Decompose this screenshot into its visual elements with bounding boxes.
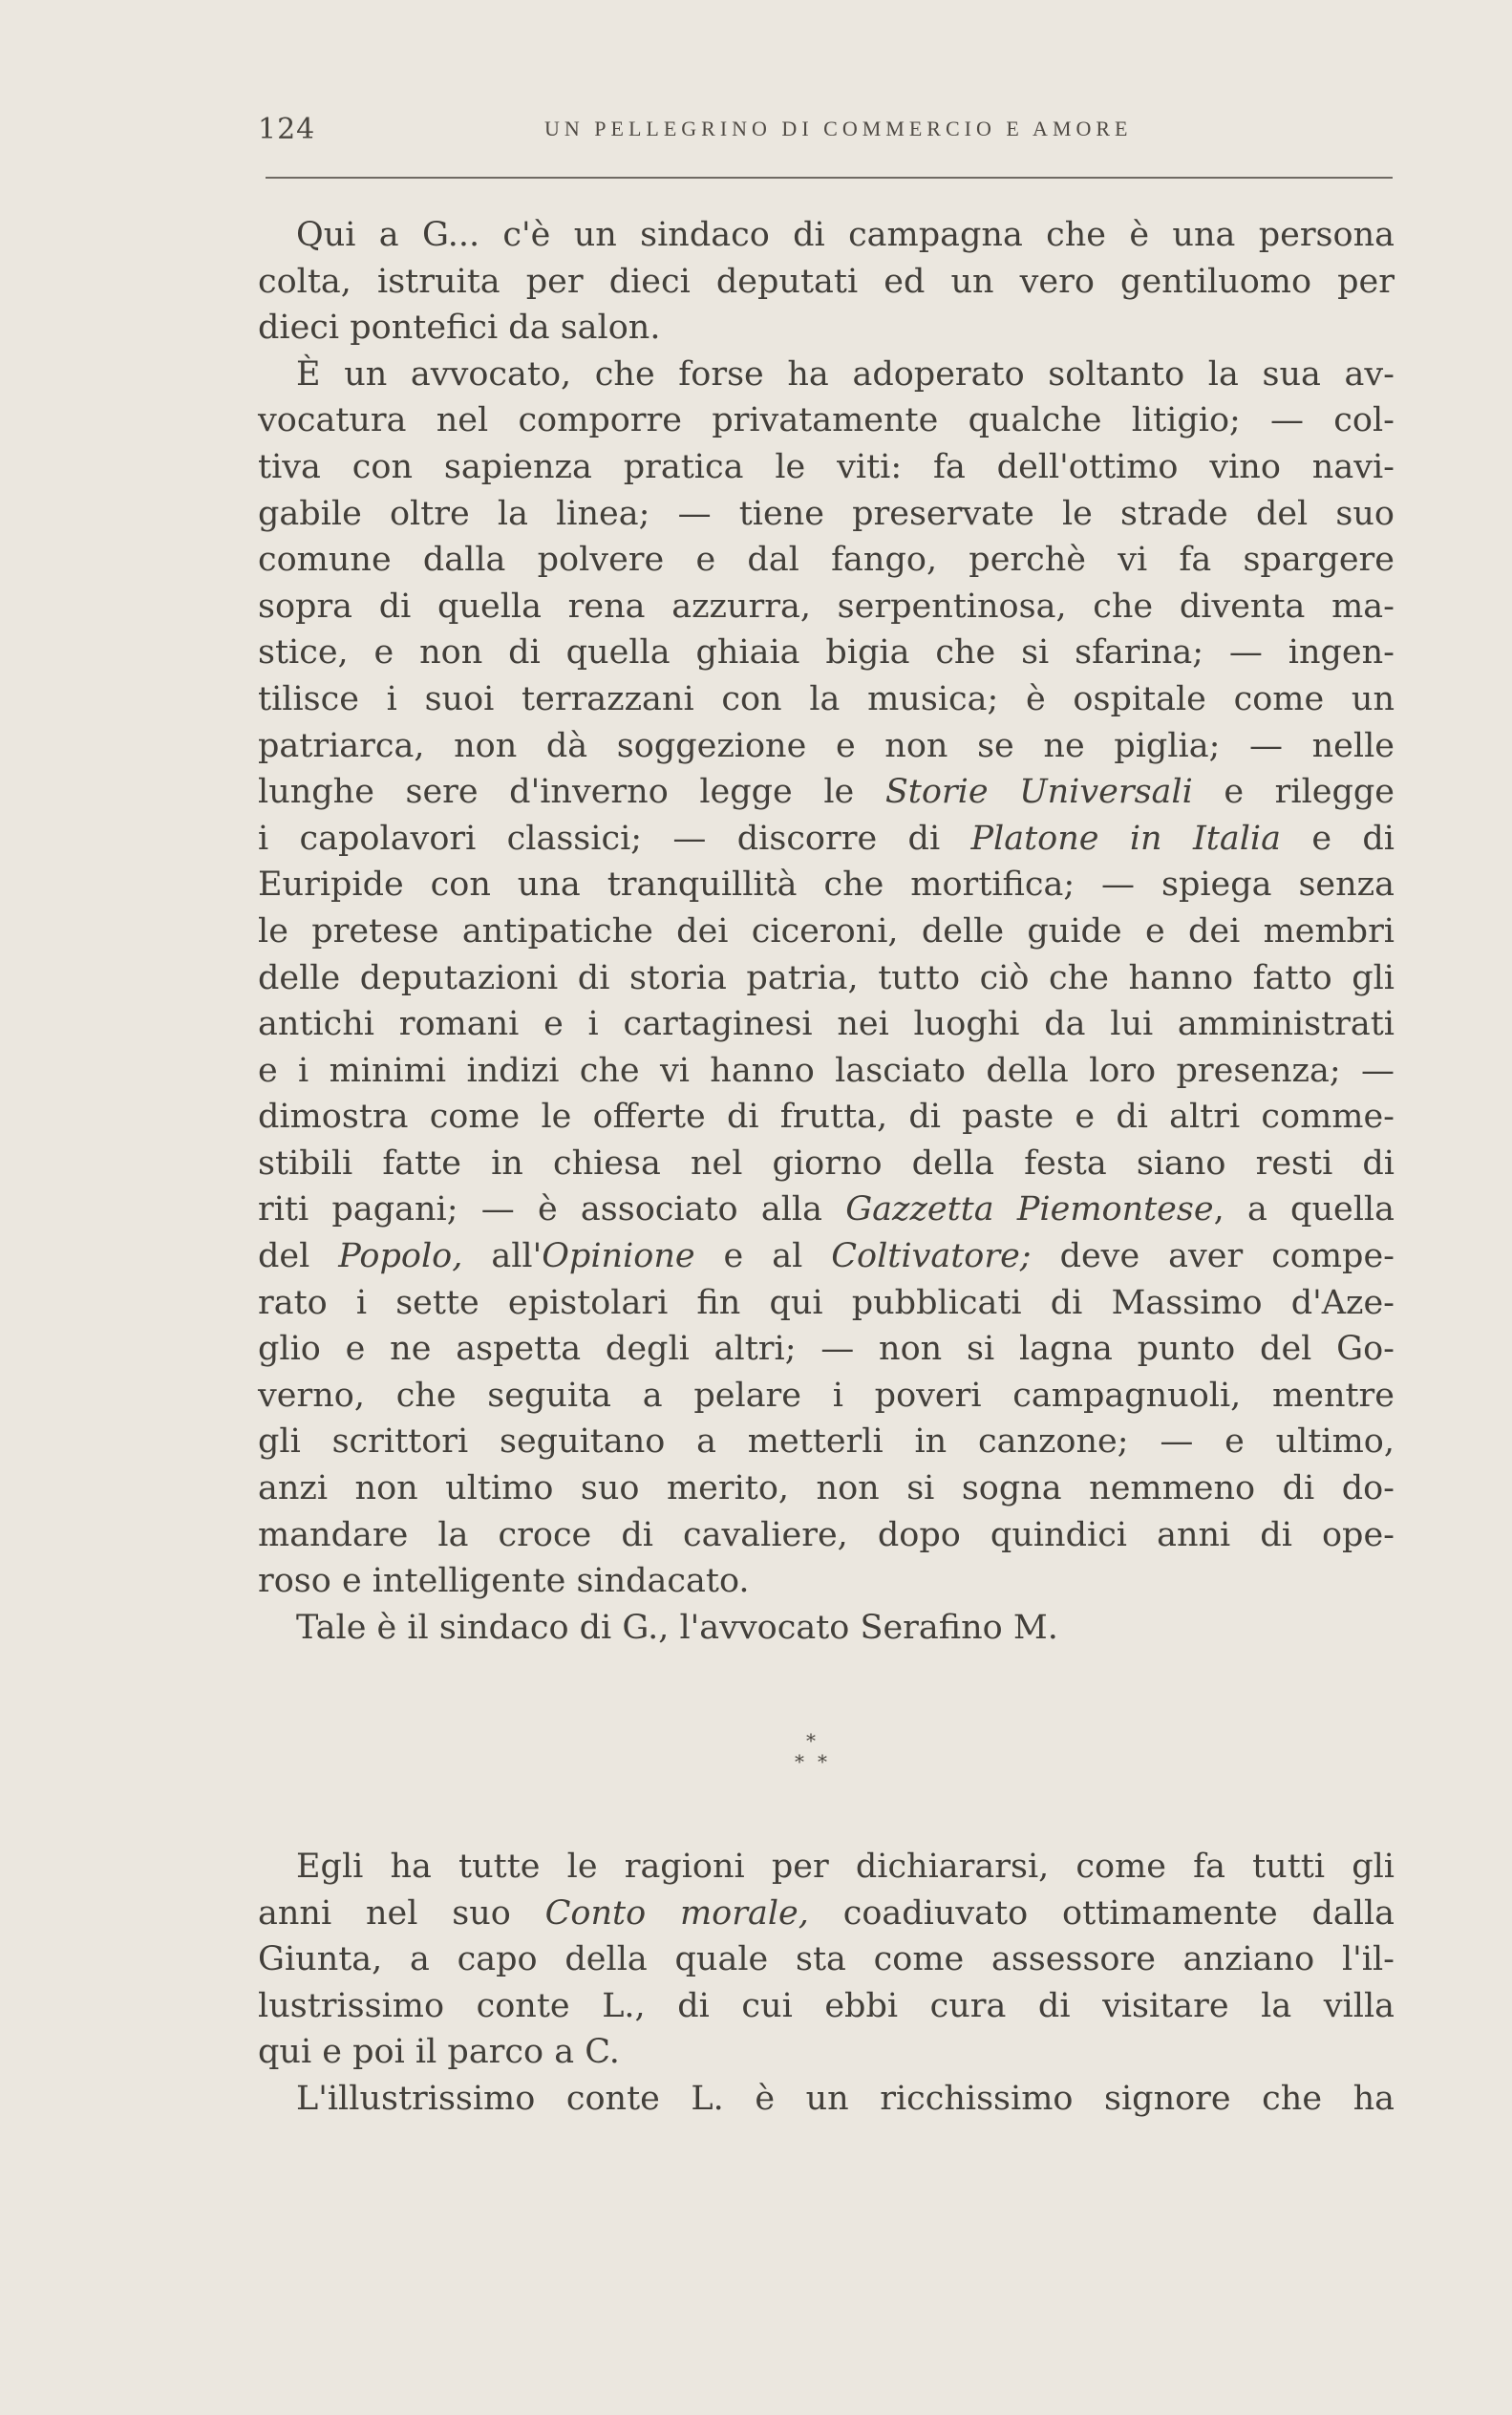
text-segment: del (258, 1237, 339, 1276)
text-line: patriarca, non dà soggezione e non se ne piglia; — nelle (258, 726, 1395, 765)
text-line: tiva con sapienza pratica le viti: fa dell'ottimo vino navi- (258, 447, 1395, 486)
text-line: anzi non ultimo suo merito, non si sogna nemmeno di do- (258, 1469, 1395, 1508)
text-line: colta, istruita per dieci deputati ed un vero gentiluomo per (258, 262, 1395, 301)
page-header (258, 107, 1395, 155)
italic-title: Gazzetta Piemontese (845, 1190, 1214, 1229)
text-line: e i minimi indizi che vi hanno lasciato della loro presenza; — (258, 1051, 1395, 1090)
text-line: Euripide con una tranquillità che mortifica; — spiega senza (258, 866, 1395, 905)
asterism-star: * (795, 1750, 804, 1773)
text-line: delle deputazioni di storia patria, tutto ciò che hanno fatto gli (258, 958, 1395, 997)
text-segment: lunghe sere d'inverno legge le (258, 773, 885, 812)
asterism-divider (785, 1731, 842, 1788)
header-rule (266, 177, 1393, 179)
text-line: L'illustrissimo conte L. è un ricchissimo signore che ha (296, 2079, 1395, 2118)
text-line: antichi romani e i cartaginesi nei luoghi da lui amministrati (258, 1005, 1395, 1044)
text-segment: riti pagani; — è associato alla (258, 1190, 846, 1229)
text-segment: , a quella (1213, 1190, 1395, 1229)
page-number: 124 (258, 113, 316, 146)
text-line: Egli ha tutte le ragioni per dichiararsi, come fa tutti gli (296, 1848, 1395, 1886)
text-segment: e di (1280, 819, 1395, 858)
text-line: comune dalla polvere e dal fango, perchè vi fa spargere (258, 541, 1395, 580)
text-line: gli scrittori seguitano a metterli in canzone; — e ultimo, (258, 1422, 1395, 1462)
text-line: glio e ne aspetta degli altri; — non si lagna punto del Go- (258, 1330, 1395, 1369)
text-line: vocatura nel comporre privatamente qualche litigio; — col- (258, 401, 1395, 440)
text-line (258, 1233, 1395, 1280)
text-line: gabile oltre la linea; — tiene preservate le strade del suo (258, 494, 1395, 533)
paragraph-section-1 (258, 212, 1395, 1651)
text-segment: anni nel suo (258, 1893, 545, 1933)
text-line: Qui a G... c'è un sindaco di campagna che è una persona (296, 216, 1395, 254)
text-line: dieci pontefici da salon. (258, 309, 661, 348)
text-line: dimostra come le offerte di frutta, di paste e di altri comme- (258, 1098, 1395, 1137)
text-line: lustrissimo conte L., di cui ebbi cura di visitare la villa (258, 1986, 1395, 2025)
text-line: sopra di quella rena azzurra, serpentinosa, che diventa ma- (258, 587, 1395, 626)
text-segment: e rilegge (1192, 773, 1395, 812)
text-line: Giunta, a capo della quale sta come assessore anziano l'il- (258, 1940, 1395, 1979)
text-line (258, 1891, 1395, 1937)
italic-title: Platone in Italia (970, 819, 1281, 858)
italic-title: Opinione (542, 1237, 695, 1276)
text-line: tilisce i suoi terrazzani con la musica; è ospitale come un (258, 679, 1395, 718)
text-line (258, 1186, 1395, 1233)
asterism-star: * (806, 1729, 816, 1752)
text-segment: all' (462, 1237, 543, 1276)
text-segment: deve aver compe- (1031, 1237, 1395, 1276)
text-segment: coadiuvato ottimamente dalla (808, 1893, 1395, 1933)
italic-title: Coltivatore; (831, 1237, 1032, 1276)
text-line: stibili fatte in chiesa nel giorno della festa siano resti di (258, 1143, 1395, 1183)
text-line (258, 816, 1395, 863)
text-line: roso e intelligente sindacato. (258, 1562, 750, 1601)
paragraph-section-2 (258, 1844, 1395, 2123)
text-segment: e al (694, 1237, 832, 1276)
italic-title: Storie Universali (884, 773, 1193, 812)
text-line: È un avvocato, che forse ha adoperato soltanto la sua av- (296, 354, 1395, 394)
text-line (258, 769, 1395, 816)
text-line: mandare la croce di cavaliere, dopo quindici anni di ope- (258, 1515, 1395, 1554)
text-line: rato i sette epistolari fin qui pubblicati di Massimo d'Aze- (258, 1283, 1395, 1322)
text-line: le pretese antipatiche dei ciceroni, delle guide e dei membri (258, 911, 1395, 951)
text-line: qui e poi il parco a C. (258, 2033, 620, 2072)
italic-title: Popolo, (338, 1237, 463, 1276)
italic-title: Conto morale, (544, 1893, 809, 1933)
text-line: Tale è il sindaco di G., l'avvocato Serafino M. (296, 1608, 1058, 1647)
text-line: verno, che seguita a pelare i poveri campagnuoli, mentre (258, 1376, 1395, 1415)
running-title: UN PELLEGRINO DI COMMERCIO E AMORE (544, 117, 1133, 140)
text-line: stice, e non di quella ghiaia bigia che si sfarina; — ingen- (258, 633, 1395, 673)
text-segment: i capolavori classici; — discorre di (258, 819, 971, 858)
asterism-star: * (818, 1750, 827, 1773)
